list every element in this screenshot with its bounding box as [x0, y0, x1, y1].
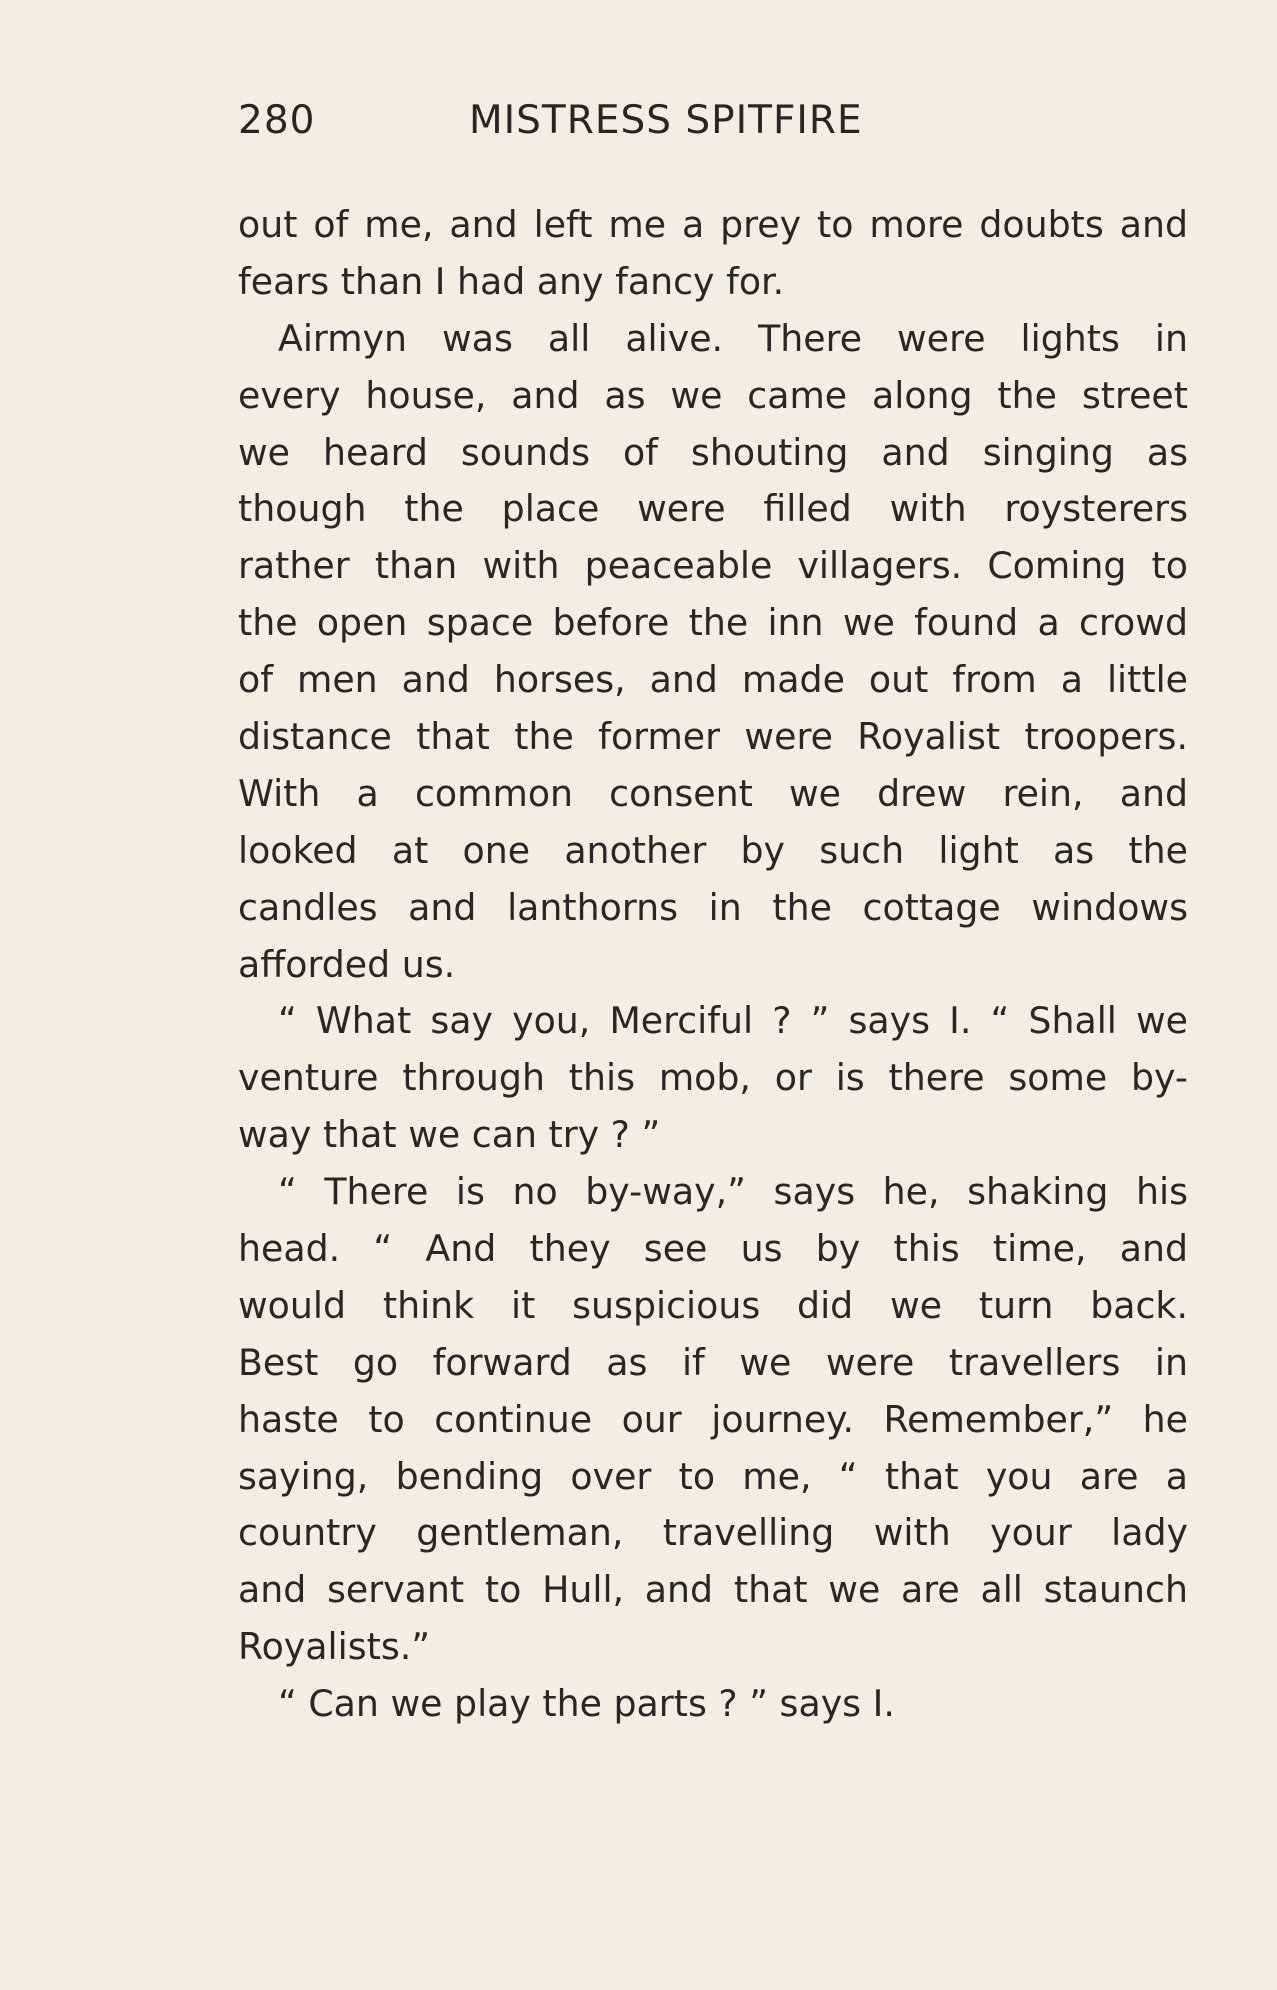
text-line: “ Can we play the parts ? ” says I.	[278, 1682, 895, 1726]
text-line: venture through this mob, or is there some by-	[238, 1056, 1188, 1100]
text-line: With a common consent we drew rein, and	[238, 771, 1188, 815]
text-line: out of me, and left me a prey to more doubts and	[238, 203, 1188, 246]
text-line: of men and horses, and made out from a little	[238, 658, 1188, 702]
body-text	[238, 197, 1188, 1733]
text-line: the open space before the inn we found a crowd	[238, 601, 1188, 645]
text-line: we heard sounds of shouting and singing as	[238, 430, 1188, 474]
text-line: every house, and as we came along the street	[238, 373, 1188, 417]
text-line: candles and lanthorns in the cottage windows	[238, 885, 1188, 929]
text-line: distance that the former were Royalist troopers.	[238, 715, 1188, 759]
text-line: country gentleman, travelling with your lady	[238, 1511, 1188, 1555]
running-head	[238, 98, 998, 158]
text-line: way that we can try ? ”	[238, 1113, 661, 1157]
text-line: and servant to Hull, and that we are all staunch	[238, 1568, 1188, 1612]
page-number: 280	[238, 98, 316, 143]
text-line: “ What say you, Merciful ? ” says I. “ Shall we	[278, 999, 1188, 1043]
text-line: saying, bending over to me, “ that you are a	[238, 1454, 1188, 1498]
running-title: MISTRESS SPITFIRE	[469, 98, 863, 143]
text-line: Royalists.”	[238, 1625, 431, 1669]
text-line: afforded us.	[238, 942, 456, 986]
text-line: haste to continue our journey. Remember,” he	[238, 1397, 1188, 1441]
text-line: head. “ And they see us by this time, and	[238, 1227, 1188, 1271]
text-line: fears than I had any fancy for.	[238, 259, 785, 303]
text-line: Airmyn was all alive. There were lights in	[278, 316, 1188, 360]
text-line: “ There is no by-way,” says he, shaking his	[278, 1170, 1188, 1214]
text-line: though the place were filled with roysterers	[238, 487, 1188, 531]
text-line: would think it suspicious did we turn back.	[238, 1283, 1188, 1327]
text-line: Best go forward as if we were travellers in	[238, 1340, 1188, 1384]
text-line: rather than with peaceable villagers. Coming to	[238, 544, 1188, 588]
text-line: looked at one another by such light as the	[238, 828, 1188, 872]
